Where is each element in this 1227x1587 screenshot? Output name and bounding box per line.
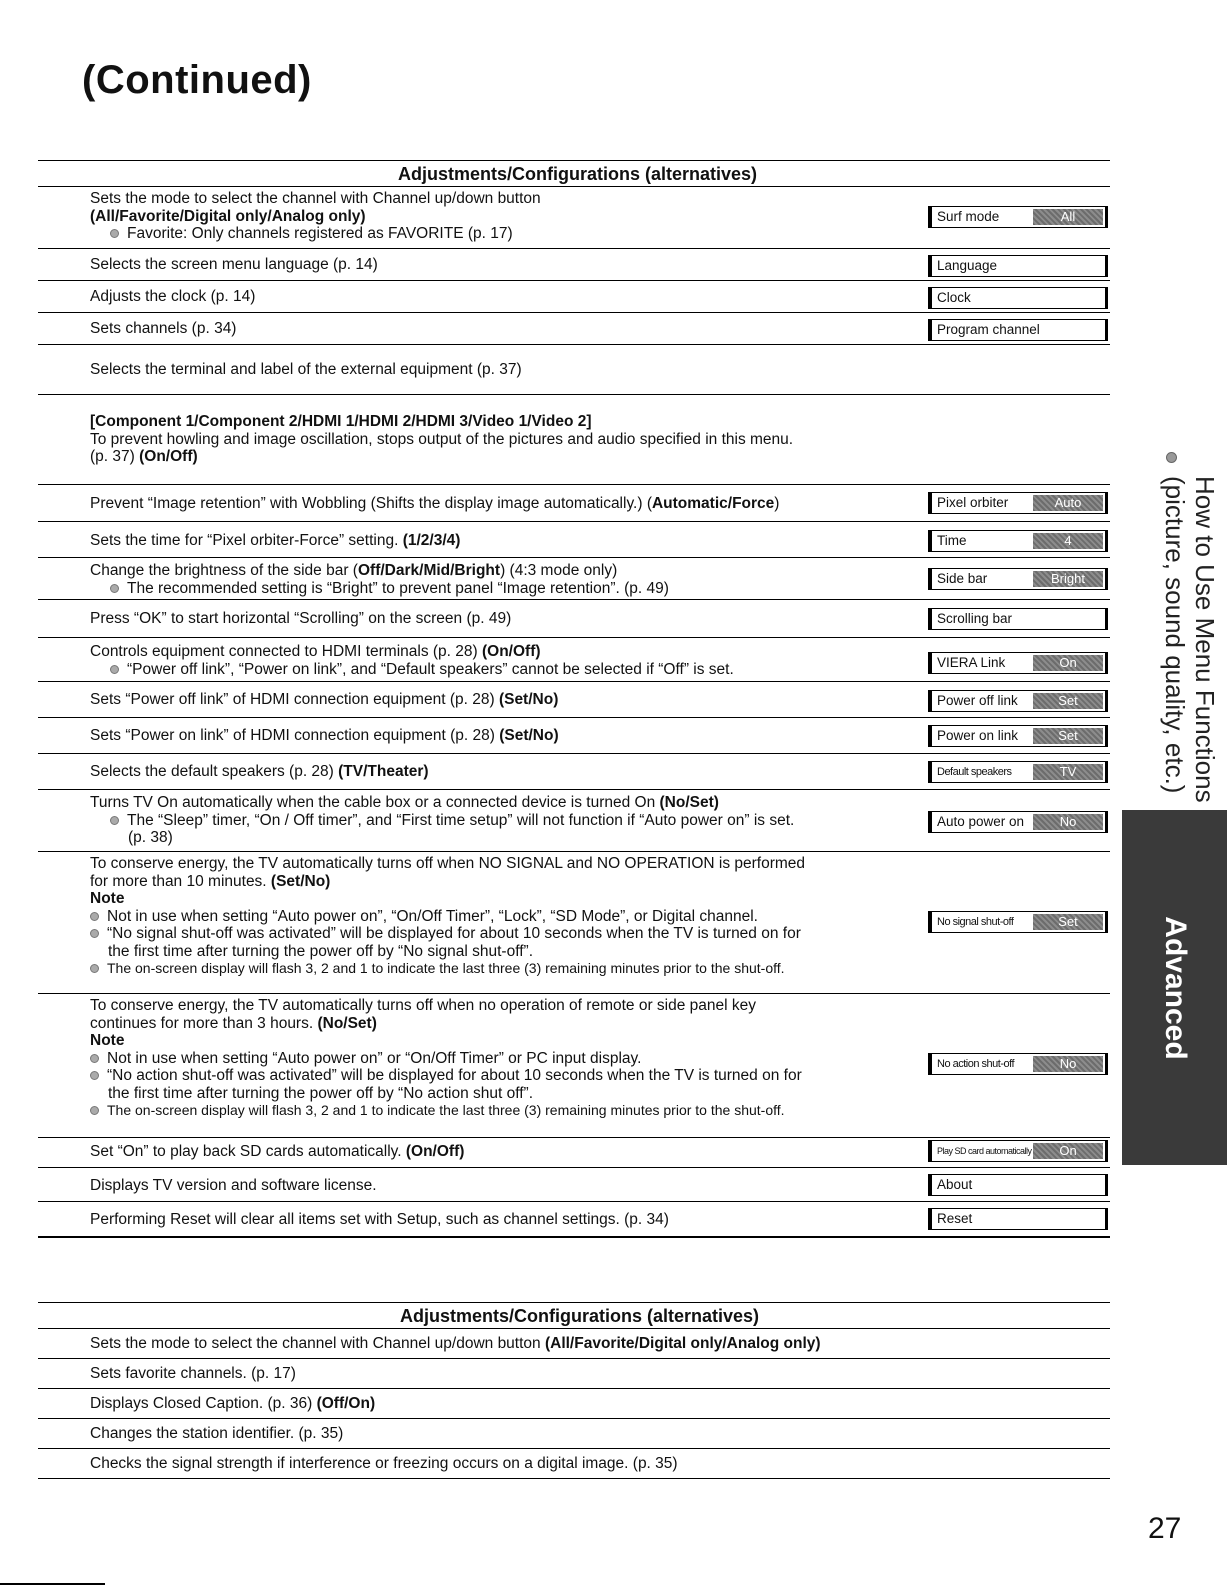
page-title: (Continued) bbox=[82, 58, 312, 102]
table-row bbox=[38, 852, 1110, 994]
menu-value: On bbox=[1033, 655, 1103, 671]
table-row bbox=[38, 1329, 1110, 1359]
table-row bbox=[38, 754, 1110, 790]
bullet-icon bbox=[90, 1071, 99, 1080]
side-caption bbox=[1140, 448, 1220, 803]
table-row bbox=[38, 522, 1110, 558]
table-row bbox=[38, 187, 1110, 249]
row-text: To conserve energy, the TV automatically turns off when NO SIGNAL and NO OPERATION is performed bbox=[90, 855, 806, 872]
row-text: Sets the time for “Pixel orbiter-Force” setting. bbox=[90, 532, 403, 549]
menu-label: Language bbox=[937, 258, 998, 273]
row-options: (All/Favorite/Digital only/Analog only) bbox=[90, 207, 366, 225]
section-tab bbox=[1122, 810, 1227, 1165]
row-options: Automatic/Force bbox=[651, 495, 775, 512]
row-options: (Set/No) bbox=[499, 727, 559, 744]
row-text: Displays Closed Caption. (p. 36) bbox=[90, 1395, 317, 1412]
row-text: Sets the mode to select the channel with Channel up/down button bbox=[90, 190, 541, 207]
menu-label: About bbox=[937, 1177, 973, 1192]
row-options: (All/Favorite/Digital only/Analog only) bbox=[544, 1335, 821, 1352]
row-text: ) bbox=[774, 495, 780, 512]
row-note: “No action shut-off was activated” will be displayed for about 10 seconds when the TV is turned on for bbox=[107, 1067, 802, 1084]
row-options: (On/Off) bbox=[405, 1143, 465, 1160]
about-menu-item[interactable] bbox=[928, 1174, 1108, 1196]
time-menu-item[interactable] bbox=[928, 530, 1108, 552]
row-text: Performing Reset will clear all items set with Setup, such as channel settings. (p. 34) bbox=[90, 1211, 669, 1228]
table-row bbox=[38, 994, 1110, 1138]
bullet-icon bbox=[90, 1054, 99, 1063]
table-row bbox=[38, 395, 1110, 485]
table-row bbox=[38, 1389, 1110, 1419]
table-row bbox=[38, 345, 1110, 395]
note-heading: Note bbox=[90, 1032, 125, 1049]
row-text: To conserve energy, the TV automatically turns off when no operation of remote or side panel key bbox=[90, 997, 757, 1014]
menu-value: TV bbox=[1033, 764, 1103, 780]
menu-label: Power off link bbox=[937, 693, 1018, 708]
menu-value: Set bbox=[1033, 693, 1103, 709]
reset-menu-item[interactable] bbox=[928, 1208, 1108, 1230]
power-on-link-menu-item[interactable] bbox=[928, 725, 1108, 747]
menu-label: Pixel orbiter bbox=[937, 495, 1009, 510]
row-text: Sets channels (p. 34) bbox=[90, 320, 237, 337]
row-note: The recommended setting is “Bright” to prevent panel “Image retention”. (p. 49) bbox=[127, 579, 669, 597]
menu-label: Surf mode bbox=[937, 209, 1000, 224]
row-note: the first time after turning the power off by “No action shut off”. bbox=[108, 1084, 534, 1102]
row-options: (Off/On) bbox=[316, 1395, 376, 1412]
row-text: for more than 10 minutes. bbox=[90, 872, 271, 890]
menu-value: 4 bbox=[1033, 533, 1103, 549]
row-note: Not in use when setting “Auto power on”, “On/Off Timer”, “Lock”, “SD Mode”, or Digital channel. bbox=[107, 907, 758, 925]
menu-label: Power on link bbox=[937, 728, 1019, 743]
no-action-shut-off-menu-item[interactable] bbox=[928, 1053, 1108, 1075]
bullet-icon bbox=[90, 964, 99, 973]
language-menu-item[interactable] bbox=[928, 255, 1108, 277]
row-options: [Component 1/Component 2/HDMI 1/HDMI 2/HDMI 3/Video 1/Video 2] bbox=[90, 413, 592, 430]
row-options: (Set/No) bbox=[270, 872, 331, 890]
row-options: Off/Dark/Mid/Bright bbox=[357, 562, 501, 579]
bullet-icon bbox=[110, 665, 119, 674]
row-text: Change the brightness of the side bar ( bbox=[90, 562, 358, 579]
table-row bbox=[38, 1449, 1110, 1479]
row-text: (p. 37) bbox=[90, 448, 140, 465]
table-row bbox=[38, 249, 1110, 281]
menu-value: Auto bbox=[1033, 495, 1103, 511]
row-text: Checks the signal strength if interference or freezing occurs on a digital image. (p. 35) bbox=[90, 1455, 678, 1472]
row-note: Favorite: Only channels registered as FAVORITE (p. 17) bbox=[127, 225, 513, 242]
table-row bbox=[38, 1359, 1110, 1389]
row-text: Selects the default speakers (p. 28) bbox=[90, 763, 339, 780]
row-text: Sets favorite channels. (p. 17) bbox=[90, 1365, 296, 1382]
table-header bbox=[38, 160, 1110, 187]
bullet-icon bbox=[110, 584, 119, 593]
row-text: Selects the screen menu language (p. 14) bbox=[90, 256, 378, 273]
row-text: Prevent “Image retention” with Wobbling (Shifts the display image automatically.) ( bbox=[90, 495, 652, 512]
bullet-icon bbox=[90, 1106, 99, 1115]
bullet-icon bbox=[90, 929, 99, 938]
menu-value: No bbox=[1033, 814, 1103, 830]
menu-value: Set bbox=[1033, 914, 1103, 930]
menu-value: Set bbox=[1033, 728, 1103, 744]
row-options: (No/Set) bbox=[659, 794, 719, 811]
row-note: The on-screen display will flash 3, 2 and 1 to indicate the last three (3) remaining minutes prior to the shut-off. bbox=[107, 960, 785, 976]
row-text: Changes the station identifier. (p. 35) bbox=[90, 1425, 344, 1442]
pixel-orbiter-menu-item[interactable] bbox=[928, 492, 1108, 514]
power-off-link-menu-item[interactable] bbox=[928, 690, 1108, 712]
section-tab-label: Advanced bbox=[1158, 915, 1192, 1060]
table-row bbox=[38, 313, 1110, 345]
clock-menu-item[interactable] bbox=[928, 287, 1108, 309]
row-options: (No/Set) bbox=[317, 1014, 377, 1032]
row-text: Press “OK” to start horizontal “Scrolling” on the screen (p. 49) bbox=[90, 610, 512, 627]
page-number: 27 bbox=[1148, 1512, 1182, 1545]
row-options: (Set/No) bbox=[498, 691, 559, 708]
side-caption-line: (picture, sound quality, etc.) bbox=[1160, 476, 1190, 794]
table-row bbox=[38, 682, 1110, 718]
row-note: (p. 38) bbox=[128, 829, 173, 846]
menu-value: Bright bbox=[1033, 571, 1103, 587]
auto-power-on-menu-item[interactable] bbox=[928, 811, 1108, 833]
row-options: (1/2/3/4) bbox=[402, 532, 461, 549]
table-row bbox=[38, 638, 1110, 682]
table-row bbox=[38, 558, 1110, 600]
menu-label: Side bar bbox=[937, 571, 988, 586]
menu-label: Reset bbox=[937, 1211, 973, 1226]
menu-label: Play SD card automatically bbox=[937, 1146, 1032, 1156]
table-row bbox=[38, 1202, 1110, 1238]
menu-label: No signal shut-off bbox=[937, 916, 1014, 928]
menu-value: No bbox=[1033, 1056, 1103, 1072]
play-sd-card-menu-item[interactable] bbox=[928, 1140, 1108, 1162]
row-text: Set “On” to play back SD cards automatically. bbox=[90, 1143, 406, 1160]
menu-label: Scrolling bar bbox=[937, 611, 1013, 626]
surf-mode-menu-item[interactable] bbox=[928, 206, 1108, 228]
row-text: Selects the terminal and label of the external equipment (p. 37) bbox=[90, 361, 522, 378]
row-note: the first time after turning the power off by “No signal shut-off”. bbox=[108, 942, 534, 960]
row-text: Turns TV On automatically when the cable box or a connected device is turned On bbox=[90, 794, 660, 811]
table-row bbox=[38, 281, 1110, 313]
settings-table bbox=[38, 160, 1110, 1240]
scrolling-bar-menu-item[interactable] bbox=[928, 608, 1108, 630]
row-note: “No signal shut-off was activated” will be displayed for about 10 seconds when the TV is turned on for bbox=[107, 925, 801, 942]
table-row bbox=[38, 1138, 1110, 1168]
row-note: The “Sleep” timer, “On / Off timer”, and “First time setup” will not function if “Auto power on” is set. bbox=[127, 811, 795, 829]
table-header bbox=[38, 1302, 1110, 1329]
row-options: (On/Off) bbox=[481, 643, 541, 660]
bullet-icon bbox=[90, 912, 99, 921]
program-channel-menu-item[interactable] bbox=[928, 319, 1108, 341]
viera-link-menu-item[interactable] bbox=[928, 652, 1108, 674]
no-signal-shut-off-menu-item[interactable] bbox=[928, 911, 1108, 933]
row-text: Sets the mode to select the channel with Channel up/down button bbox=[90, 1335, 545, 1352]
menu-label: Program channel bbox=[937, 322, 1040, 337]
row-text: Sets “Power off link” of HDMI connection equipment (p. 28) bbox=[90, 691, 499, 708]
table-row bbox=[38, 1419, 1110, 1449]
row-text: Controls equipment connected to HDMI terminals (p. 28) bbox=[90, 643, 482, 660]
table-row bbox=[38, 790, 1110, 852]
row-text: Displays TV version and software license. bbox=[90, 1177, 377, 1194]
side-caption-line: How to Use Menu Functions bbox=[1190, 476, 1220, 803]
bullet-icon bbox=[110, 816, 119, 825]
table-row bbox=[38, 1168, 1110, 1202]
row-text: continues for more than 3 hours. bbox=[90, 1014, 318, 1032]
menu-label: Auto power on bbox=[937, 814, 1025, 829]
menu-label: Clock bbox=[937, 290, 971, 305]
row-text: Sets “Power on link” of HDMI connection equipment (p. 28) bbox=[90, 727, 500, 744]
row-note: The on-screen display will flash 3, 2 and 1 to indicate the last three (3) remaining minutes prior to the shut-off. bbox=[107, 1102, 785, 1118]
table-row bbox=[38, 485, 1110, 522]
row-text: Adjusts the clock (p. 14) bbox=[90, 288, 256, 305]
bullet-icon bbox=[110, 229, 119, 238]
row-note: Not in use when setting “Auto power on” or “On/Off Timer” or PC input display. bbox=[107, 1049, 642, 1067]
default-speakers-menu-item[interactable] bbox=[928, 761, 1108, 783]
table-header-label: Adjustments/Configurations (alternatives) bbox=[398, 164, 758, 184]
footer-rule bbox=[0, 1583, 105, 1585]
row-options: (On/Off) bbox=[139, 448, 198, 465]
settings-table-2 bbox=[38, 1302, 1110, 1480]
menu-label: No action shut-off bbox=[937, 1058, 1015, 1070]
menu-value: On bbox=[1033, 1143, 1103, 1159]
table-header-label: Adjustments/Configurations (alternatives) bbox=[400, 1306, 760, 1326]
side-bar-menu-item[interactable] bbox=[928, 568, 1108, 590]
row-text: ) (4:3 mode only) bbox=[500, 562, 618, 579]
row-note: “Power off link”, “Power on link”, and “Default speakers” cannot be selected if “Off” is set. bbox=[127, 660, 734, 678]
menu-label: Time bbox=[937, 533, 967, 548]
row-text: To prevent howling and image oscillation, stops output of the pictures and audio specified in this menu. bbox=[90, 430, 794, 448]
note-heading: Note bbox=[90, 890, 125, 907]
menu-label: Default speakers bbox=[937, 766, 1012, 778]
menu-value: All bbox=[1033, 209, 1103, 225]
row-options: (TV/Theater) bbox=[338, 763, 429, 780]
table-row bbox=[38, 718, 1110, 754]
table-row bbox=[38, 600, 1110, 638]
menu-label: VIERA Link bbox=[937, 655, 1006, 670]
